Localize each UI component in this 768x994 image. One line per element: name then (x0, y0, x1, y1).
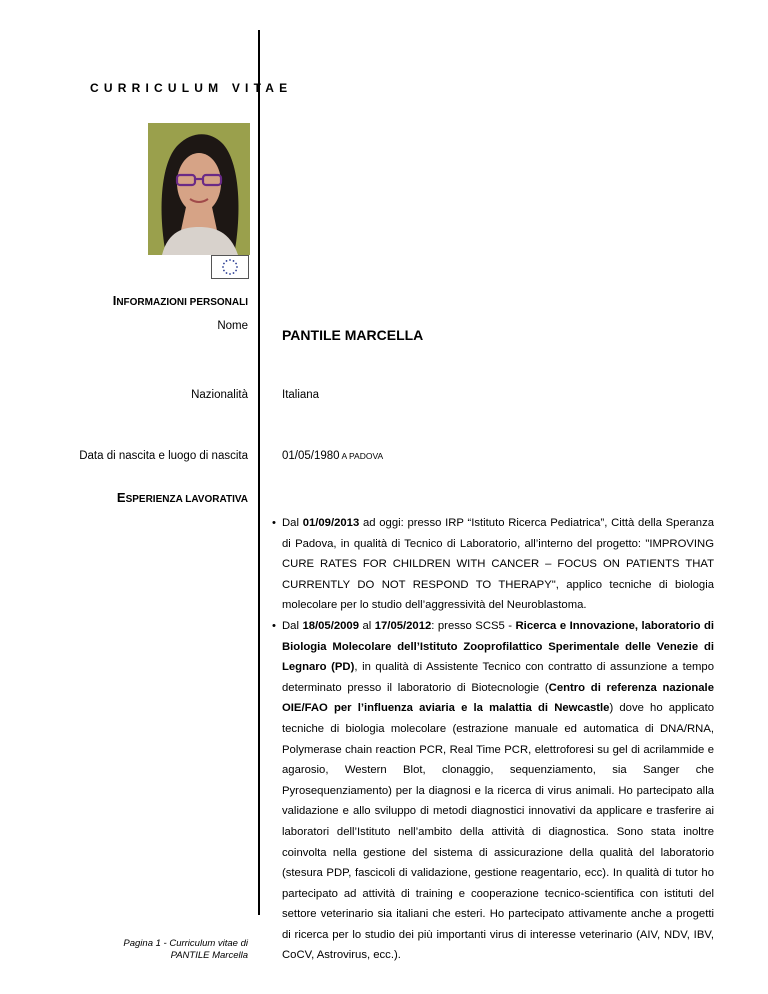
flag-star (229, 259, 231, 261)
column-divider (258, 30, 260, 915)
footer-line: Pagina 1 - Curriculum vitae di (123, 938, 248, 949)
experience-list (272, 513, 714, 966)
list-item: • Dal 01/09/2013 ad oggi: presso IRP “Istituto Ricerca Pediatrica”, Città della Speranza di Padova, in qualità di Tecnico di Laboratorio, all’interno del progetto: "IMPROVING CURE RATES FOR CHILDREN WITH CANCER – FOCUS ON PATIENTS THAT CURRENTLY DO NOT RESPOND TO THERAPY", applico tecniche di biologia molecolare per lo studio dell’aggressività del Neuroblastoma. (272, 513, 714, 616)
flag-star (236, 266, 238, 268)
nationality-label: Nazionalità (191, 389, 248, 401)
flag-star (235, 263, 237, 265)
page-footer (123, 938, 248, 962)
flag-star (233, 260, 235, 262)
flag-star (229, 273, 231, 275)
footer-line: PANTILE Marcella (170, 950, 248, 961)
flag-star (235, 270, 237, 272)
eu-flag-icon (211, 255, 249, 279)
document-title: CURRICULUM VITAE (90, 81, 293, 95)
nationality-value: Italiana (282, 389, 320, 401)
flag-star (226, 260, 228, 262)
flag-star (226, 272, 228, 274)
experience-heading: ESPERIENZA LAVORATIVA (116, 490, 248, 505)
flag-star (223, 270, 225, 272)
name-value: PANTILE MARCELLA (282, 327, 424, 343)
list-item: • Dal 18/05/2009 al 17/05/2012: presso SCS5 - Ricerca e Innovazione, laboratorio di Biologia Molecolare dell’Istituto Zooprofilattico Sperimentale delle Venezie di Legnaro (PD), in qualità di Assistente Tecnico con contratto di assunzione a tempo determinato presso il laboratorio di Biotecnologie (Centro di referenza nazionale OIE/FAO per l’influenza aviaria e la malattia di Newcastle) dove ho applicato tecniche di biologia molecolare (estrazione manuale ed automatica di DNA/RNA, Polymerase chain reaction PCR, Real Time PCR, elettroforesi su gel di acrilammide e agarosio, Western Blot, clonaggio, sequenziamento, sia Sanger che Pyrosequenziamento) per la diagnosi e la ricerca di virus animali. Ho partecipato alla validazione e allo sviluppo di metodi diagnostici innovativi da applicare e trasferire ai laboratori dell’Istituto nell’ambito della attività di diagnostica. Sono stata inoltre coinvolta nella gestione del sistema di assicurazione della qualità del laboratorio (stesura PDP, fascicoli di validazione, gestione reagentario, ecc). In qualità di tutor ho partecipato ad attività di training e cooperazione tecnico-scientifica con istituti del settore veterinario sia italiani che esteri. Ho partecipato attivamente anche a progetti di ricerca per lo studio dei più importanti virus di interesse veterinario (AIV, NDV, IBV, CoCV, Astrovirus, ecc.). (272, 616, 714, 966)
name-label: Nome (217, 320, 248, 332)
flag-star (233, 272, 235, 274)
personal-info-heading: INFORMAZIONI PERSONALI (112, 293, 248, 308)
flag-star (223, 263, 225, 265)
birth-label: Data di nascita e luogo di nascita (79, 450, 248, 462)
birth-value: 01/05/1980 A PADOVA (282, 450, 384, 462)
flag-star (222, 266, 224, 268)
portrait-illustration (148, 123, 250, 255)
profile-photo (148, 123, 250, 255)
